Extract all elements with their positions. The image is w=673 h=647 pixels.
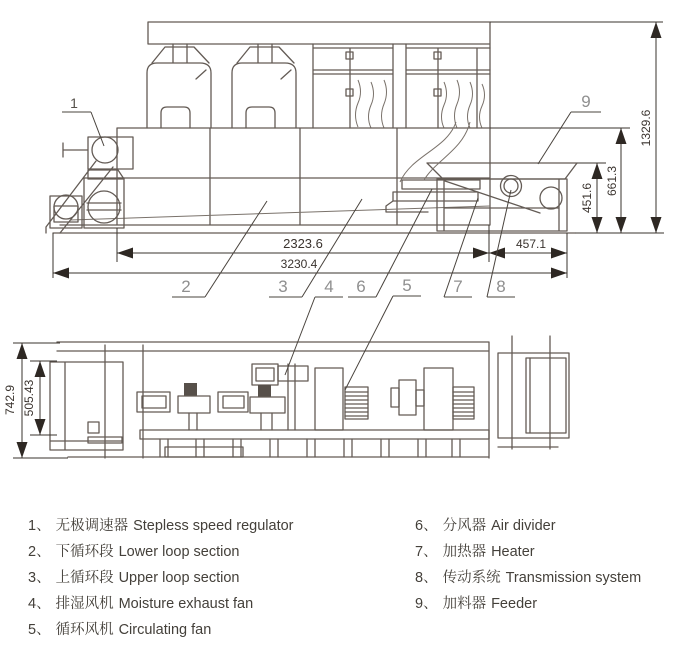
- legend-en: Upper loop section: [118, 570, 240, 586]
- legend-zh: 上循环段: [55, 570, 114, 586]
- legend-index: 5、: [28, 622, 51, 638]
- legend-zh: 下循环段: [55, 544, 114, 560]
- legend-index: 8、: [415, 570, 438, 586]
- callout-8: 8: [496, 277, 506, 296]
- plan-feeder: [498, 336, 569, 449]
- callout-6: 6: [356, 277, 366, 296]
- dim-total-height: 1329.6: [639, 109, 653, 147]
- exhaust-hood-1: [147, 44, 211, 128]
- legend-zh: 分风器: [442, 518, 487, 534]
- feeder-hopper: [427, 163, 577, 179]
- legend-index: 7、: [415, 544, 438, 560]
- callout-4: 4: [324, 277, 334, 296]
- legend-item-6: [415, 513, 641, 539]
- legend-column-left: [28, 513, 293, 643]
- legend-en: Transmission system: [505, 570, 642, 586]
- plan-rail: [140, 430, 489, 457]
- callout-5: 5: [402, 276, 412, 295]
- legend-item-1: [28, 513, 293, 539]
- dim-feeder-width: 457.1: [515, 237, 547, 251]
- legend-en: Circulating fan: [118, 622, 212, 638]
- legend-item-3: [28, 565, 293, 591]
- callout-9: 9: [581, 92, 591, 111]
- legend-zh: 无极调速器: [55, 518, 129, 534]
- legend-zh: 排湿风机: [55, 596, 114, 612]
- legend-index: 2、: [28, 544, 51, 560]
- speed-regulator-roller: [92, 137, 118, 163]
- dim-total-width: 3230.4: [280, 257, 318, 271]
- legend-index: 4、: [28, 596, 51, 612]
- legend-en: Stepless speed regulator: [133, 518, 294, 534]
- legend-item-2: [28, 539, 293, 565]
- dim-total-depth: 742.9: [3, 384, 17, 416]
- parts-legend: [0, 505, 673, 647]
- plan-circulating-fan-1: [315, 368, 368, 430]
- legend-item-7: [415, 539, 641, 565]
- top-duct-band: [148, 22, 490, 128]
- legend-index: 9、: [415, 596, 438, 612]
- callout-3: 3: [278, 277, 288, 296]
- callout-1: 1: [70, 95, 78, 111]
- legend-index: 3、: [28, 570, 51, 586]
- airflow-waves: [356, 80, 485, 128]
- conveyor-belt-line: [70, 206, 490, 220]
- legend-index: 1、: [28, 518, 51, 534]
- legend-en: Air divider: [491, 518, 556, 534]
- legend-item-5: [28, 617, 293, 643]
- exhaust-hood-2: [232, 44, 296, 128]
- legend-zh: 传动系统: [442, 570, 501, 586]
- callout-2: 2: [181, 277, 191, 296]
- dimension-annotations: [3, 22, 664, 458]
- air-chamber-grid: [313, 44, 490, 128]
- legend-item-9: [415, 591, 641, 617]
- legend-zh: 加热器: [442, 544, 487, 560]
- dim-body-height: 661.3: [605, 165, 619, 197]
- plan-view-drawing: [50, 336, 569, 458]
- legend-en: Heater: [491, 544, 535, 560]
- heater-plate: [393, 192, 478, 201]
- plan-motor-1: [178, 383, 210, 430]
- legend-item-4: [28, 591, 293, 617]
- legend-index: 6、: [415, 518, 438, 534]
- dryer-body: [53, 128, 575, 233]
- legend-en: Lower loop section: [118, 544, 240, 560]
- legend-en: Feeder: [491, 596, 538, 612]
- air-divider-plate: [402, 180, 480, 189]
- legend-zh: 循环风机: [55, 622, 114, 638]
- legend-column-right: [415, 513, 641, 617]
- dim-inner-width: 2323.6: [283, 236, 323, 251]
- callout-7: 7: [453, 277, 463, 296]
- plan-moisture-exhaust-fan: [250, 364, 308, 430]
- dim-inner-depth: 505.43: [22, 379, 36, 417]
- feeder-assembly: [386, 122, 577, 231]
- plan-circulating-fan-2: [391, 368, 474, 430]
- legend-item-8: [415, 565, 641, 591]
- legend-zh: 加料器: [442, 596, 487, 612]
- dim-feed-height: 451.6: [580, 182, 594, 214]
- legend-en: Moisture exhaust fan: [118, 596, 254, 612]
- air-duct-curves: [400, 122, 470, 182]
